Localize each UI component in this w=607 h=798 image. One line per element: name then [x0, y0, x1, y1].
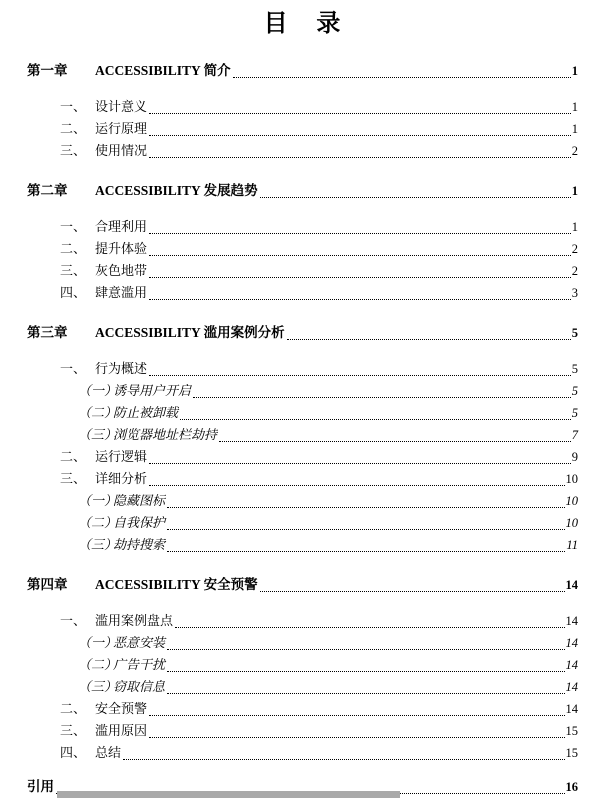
dot-leader [167, 649, 564, 650]
page-number: 14 [565, 636, 578, 650]
dot-leader [219, 441, 571, 442]
item-title: 运行原理 [95, 121, 148, 136]
page-number: 1 [571, 184, 578, 198]
dot-leader [167, 529, 564, 530]
dot-leader [287, 339, 571, 340]
item-title: 滥用案例盘点 [95, 613, 174, 628]
dot-leader [149, 157, 571, 158]
item-number: （一） [78, 635, 118, 650]
toc-entry[interactable] [27, 512, 578, 534]
item-number: （三） [78, 537, 118, 552]
dot-leader [260, 197, 571, 198]
dot-leader [149, 277, 571, 278]
item-number: 三、 [60, 143, 87, 158]
item-number: 二、 [60, 449, 87, 464]
toc-entry[interactable] [27, 490, 578, 512]
item-title: 总结 [95, 745, 122, 760]
item-number: （一） [78, 493, 118, 508]
page-number: 1 [571, 220, 578, 234]
item-title: 恶意安装 [113, 635, 166, 650]
item-title: 窃取信息 [113, 679, 166, 694]
toc-entry[interactable] [27, 216, 578, 238]
page-title: 目 录 [263, 10, 342, 37]
toc-entry[interactable] [27, 118, 578, 140]
chapter-title: ACCESSIBILITY 发展趋势 [95, 183, 258, 198]
toc-entry[interactable] [27, 654, 578, 676]
page-number: 7 [571, 428, 578, 442]
page-number: 14 [565, 578, 578, 592]
page-number: 16 [565, 780, 578, 794]
toc-entry[interactable] [27, 96, 578, 118]
page-number: 10 [565, 472, 578, 486]
toc-chapter-entry[interactable] [27, 180, 578, 202]
page-number: 14 [565, 614, 578, 628]
page-number: 1 [571, 122, 578, 136]
item-title: 肆意滥用 [95, 285, 148, 300]
chapter-label: 第一章 [27, 63, 68, 78]
dot-leader [149, 485, 564, 486]
chapter-title: ACCESSIBILITY 安全预警 [95, 577, 258, 592]
item-number: 二、 [60, 701, 87, 716]
page-number: 11 [566, 538, 578, 552]
toc-entry[interactable] [27, 238, 578, 260]
tail-title: 引用 [27, 779, 54, 794]
item-number: 四、 [60, 285, 87, 300]
item-number: （二） [78, 515, 118, 530]
item-title: 行为概述 [95, 361, 148, 376]
item-number: （一） [78, 383, 118, 398]
page-edge-bar [57, 791, 400, 798]
toc-entry[interactable] [27, 534, 578, 556]
dot-leader [149, 463, 571, 464]
toc-entry[interactable] [27, 282, 578, 304]
chapter-label: 第二章 [27, 183, 68, 198]
page-number: 10 [565, 516, 578, 530]
dot-leader [149, 299, 571, 300]
dot-leader [149, 135, 571, 136]
toc-entry[interactable] [27, 742, 578, 764]
chapter-label: 第三章 [27, 325, 68, 340]
item-title: 滥用原因 [95, 723, 148, 738]
dot-leader [180, 419, 571, 420]
chapter-label: 第四章 [27, 577, 68, 592]
page-number: 2 [571, 242, 578, 256]
item-title: 灰色地带 [95, 263, 148, 278]
dot-leader [149, 375, 571, 376]
item-title: 运行逻辑 [95, 449, 148, 464]
dot-leader [149, 255, 571, 256]
page-number: 1 [571, 64, 578, 78]
dot-leader [149, 737, 564, 738]
item-number: 一、 [60, 219, 87, 234]
item-number: （二） [78, 405, 118, 420]
item-number: 二、 [60, 241, 87, 256]
dot-leader [175, 627, 564, 628]
page-number: 5 [571, 406, 578, 420]
dot-leader [149, 715, 564, 716]
dot-leader [193, 397, 571, 398]
dot-leader [260, 591, 565, 592]
page-number: 2 [571, 144, 578, 158]
page-number: 14 [565, 658, 578, 672]
toc-entry[interactable] [27, 424, 578, 446]
toc-entry[interactable] [27, 610, 578, 632]
toc-entry[interactable] [27, 260, 578, 282]
item-title: 劫持搜索 [113, 537, 166, 552]
item-number: （三） [78, 679, 118, 694]
page-number: 14 [565, 702, 578, 716]
toc-chapter-entry[interactable] [27, 60, 578, 82]
toc-list [27, 60, 578, 764]
item-number: 二、 [60, 121, 87, 136]
toc-entry[interactable] [27, 402, 578, 424]
dot-leader [149, 113, 571, 114]
toc-entry[interactable] [27, 446, 578, 468]
page-number: 14 [565, 680, 578, 694]
toc-entry[interactable] [27, 468, 578, 490]
dot-leader [167, 671, 564, 672]
dot-leader [233, 77, 571, 78]
item-title: 自我保护 [113, 515, 166, 530]
toc-chapter-entry[interactable] [27, 574, 578, 596]
item-title: 隐藏图标 [113, 493, 166, 508]
item-number: 一、 [60, 361, 87, 376]
dot-leader [123, 759, 564, 760]
item-title: 提升体验 [95, 241, 148, 256]
page-number: 15 [565, 746, 578, 760]
toc-entry[interactable] [27, 698, 578, 720]
dot-leader [167, 693, 564, 694]
item-title: 诱导用户开启 [113, 383, 192, 398]
page-number: 5 [571, 362, 578, 376]
chapter-title: ACCESSIBILITY 滥用案例分析 [95, 325, 285, 340]
page-number: 5 [571, 384, 578, 398]
item-number: 一、 [60, 613, 87, 628]
item-number: （三） [78, 427, 118, 442]
toc-entry[interactable] [27, 720, 578, 742]
page-number: 2 [571, 264, 578, 278]
page-number: 10 [565, 494, 578, 508]
toc-entry[interactable] [27, 632, 578, 654]
item-title: 设计意义 [95, 99, 148, 114]
page-number: 15 [565, 724, 578, 738]
item-number: 四、 [60, 745, 87, 760]
dot-leader [149, 233, 571, 234]
item-title: 广告干扰 [113, 657, 166, 672]
chapter-title: ACCESSIBILITY 简介 [95, 63, 231, 78]
page-number: 1 [571, 100, 578, 114]
page-number: 5 [571, 326, 578, 340]
item-number: 三、 [60, 723, 87, 738]
toc-entry[interactable] [27, 140, 578, 162]
item-number: 三、 [60, 471, 87, 486]
dot-leader [167, 551, 565, 552]
item-number: 一、 [60, 99, 87, 114]
item-title: 详细分析 [95, 471, 148, 486]
item-title: 防止被卸载 [113, 405, 179, 420]
toc-chapter-entry[interactable] [27, 322, 578, 344]
toc-entry[interactable] [27, 676, 578, 698]
item-title: 使用情况 [95, 143, 148, 158]
page-number: 3 [571, 286, 578, 300]
item-number: （二） [78, 657, 118, 672]
item-title: 安全预警 [95, 701, 148, 716]
page-number: 9 [571, 450, 578, 464]
toc-entry[interactable] [27, 358, 578, 380]
item-title: 浏览器地址栏劫持 [113, 427, 218, 442]
dot-leader [167, 507, 564, 508]
item-number: 三、 [60, 263, 87, 278]
item-title: 合理利用 [95, 219, 148, 234]
toc-entry[interactable] [27, 380, 578, 402]
